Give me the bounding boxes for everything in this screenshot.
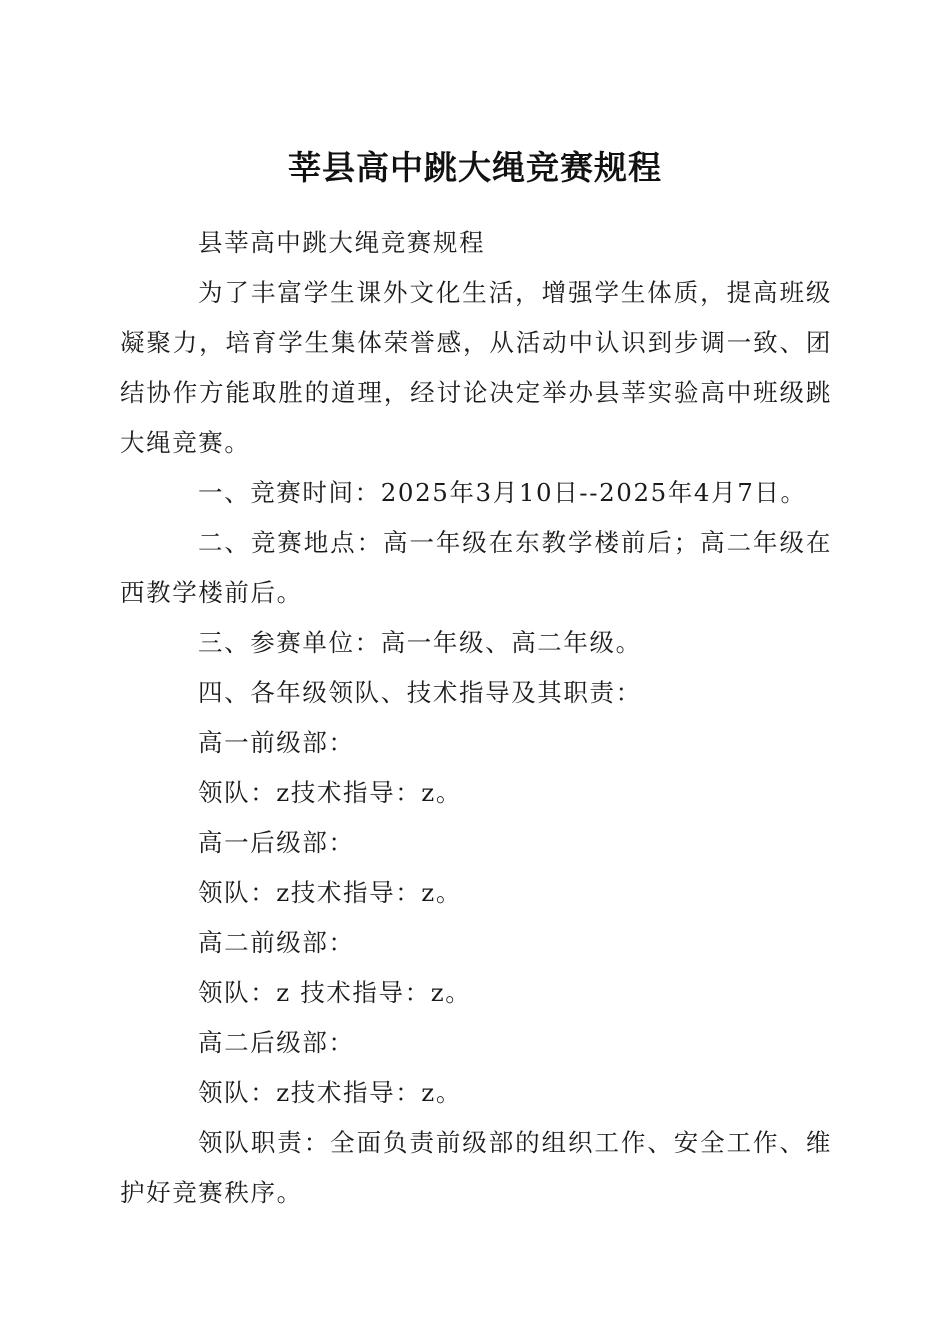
paragraph-grade2-front-staff: 领队：z 技术指导：z。: [198, 978, 472, 1007]
document-title: 莘县高中跳大绳竞赛规程: [288, 148, 662, 187]
paragraph-grade1-back-staff: 领队：z技术指导：z。: [198, 878, 462, 907]
paragraph-time: 一、竞赛时间：2025年3月10日--2025年4月7日。: [198, 478, 807, 507]
paragraph-location: 二、竞赛地点：高一年级在东教学楼前后；高二年级在西教学楼前后。: [120, 528, 832, 607]
paragraph-subtitle: 县莘高中跳大绳竞赛规程: [198, 228, 486, 257]
paragraph-participants: 三、参赛单位：高一年级、高二年级。: [198, 628, 642, 657]
paragraph-grade1-back: 高一后级部：: [198, 828, 355, 857]
paragraph-grade1-front: 高一前级部：: [198, 728, 355, 757]
document-body: [120, 218, 832, 1218]
paragraph-intro: 为了丰富学生课外文化生活，增强学生体质，提高班级凝聚力，培育学生集体荣誉感，从活动中认识到步调一致、团结协作方能取胜的道理，经讨论决定举办县莘实验高中班级跳大绳竞赛。: [120, 278, 832, 457]
paragraph-grade2-front: 高二前级部：: [198, 928, 355, 957]
paragraph-grade2-back-staff: 领队：z技术指导：z。: [198, 1078, 462, 1107]
paragraph-grade1-front-staff: 领队：z技术指导：z。: [198, 778, 462, 807]
paragraph-leader-duties: 领队职责：全面负责前级部的组织工作、安全工作、维护好竞赛秩序。: [120, 1128, 832, 1207]
paragraph-grade2-back: 高二后级部：: [198, 1028, 355, 1057]
paragraph-leaders-heading: 四、各年级领队、技术指导及其职责：: [198, 678, 642, 707]
